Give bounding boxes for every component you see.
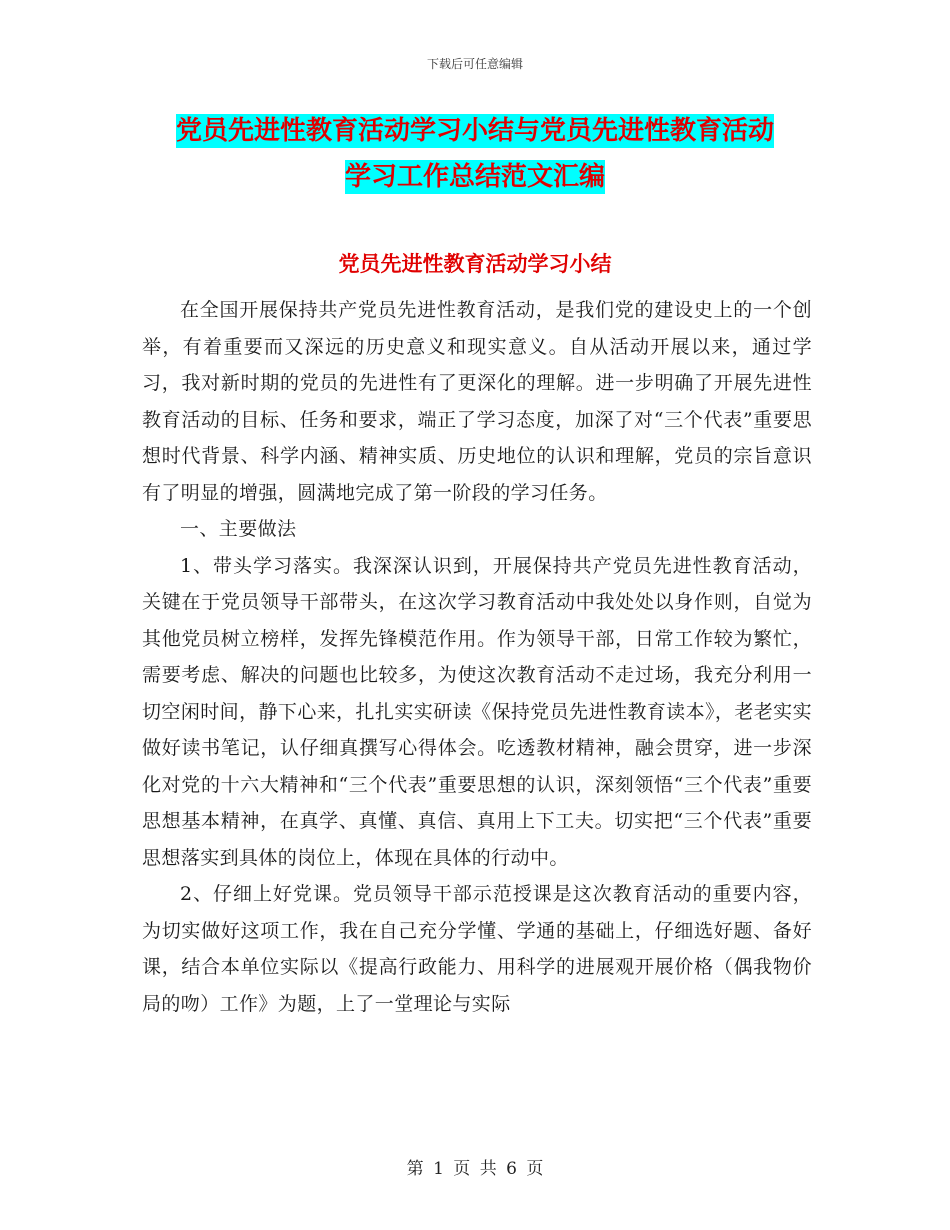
document-title-line-2: 学习工作总结范文汇编 <box>344 162 605 192</box>
document-body <box>142 292 812 1022</box>
document-title-line-1: 党员先进性教育活动学习小结与党员先进性教育活动 <box>175 116 774 146</box>
paragraph-party-lecture: 2、仔细上好党课。党员领导干部示范授课是这次教育活动的重要内容，为切实做好这项工作，我在自己充分学懂、学通的基础上，仔细选好题、备好课，结合本单位实际以《提高行政能力、用科学的进展观开展价格（偶我物价局的吻）工作》为题，上了一堂理论与实际 <box>142 883 812 1015</box>
document-title <box>140 108 810 200</box>
section-title: 党员先进性教育活动学习小结 <box>338 252 612 276</box>
paragraph-study-implementation: 1、带头学习落实。我深深认识到，开展保持共产党员先进性教育活动，关键在于党员领导干部带头，在这次学习教育活动中我处处以身作则，自觉为其他党员树立榜样，发挥先锋模范作用。作为领导干部，日常工作较为繁忙，需要考虑、解决的问题也比较多，为使这次教育活动不走过场，我充分利用一切空闲时间，静下心来，扎扎实实研读《保持党员先进性教育读本》，老老实实做好读书笔记，认仔细真撰写心得体会。吃透教材精神，融会贯穿，进一步深化对党的十六大精神和“三个代表”重要思想的认识，深刻领悟“三个代表”重要思想基本精神，在真学、真懂、真信、真用上下工夫。切实把“三个代表”重要思想落实到具体的岗位上，体现在具体的行动中。 <box>142 554 812 869</box>
paragraph-intro: 在全国开展保持共产党员先进性教育活动，是我们党的建设史上的一个创举，有着重要而又深远的历史意义和现实意义。自从活动开展以来，通过学习，我对新时期的党员的先进性有了更深化的理解。进一步明确了开展先进性教育活动的目标、任务和要求，端正了学习态度，加深了对“三个代表”重要思想时代背景、科学内涵、精神实质、历史地位的认识和理解，党员的宗旨意识有了明显的增强，圆满地完成了第一阶段的学习任务。 <box>142 299 812 504</box>
page-header-note: 下载后可任意编辑 <box>426 57 523 71</box>
page-footer: 第 1 页 共 6 页 <box>406 1159 544 1179</box>
paragraph-heading-main-methods: 一、主要做法 <box>180 518 297 540</box>
